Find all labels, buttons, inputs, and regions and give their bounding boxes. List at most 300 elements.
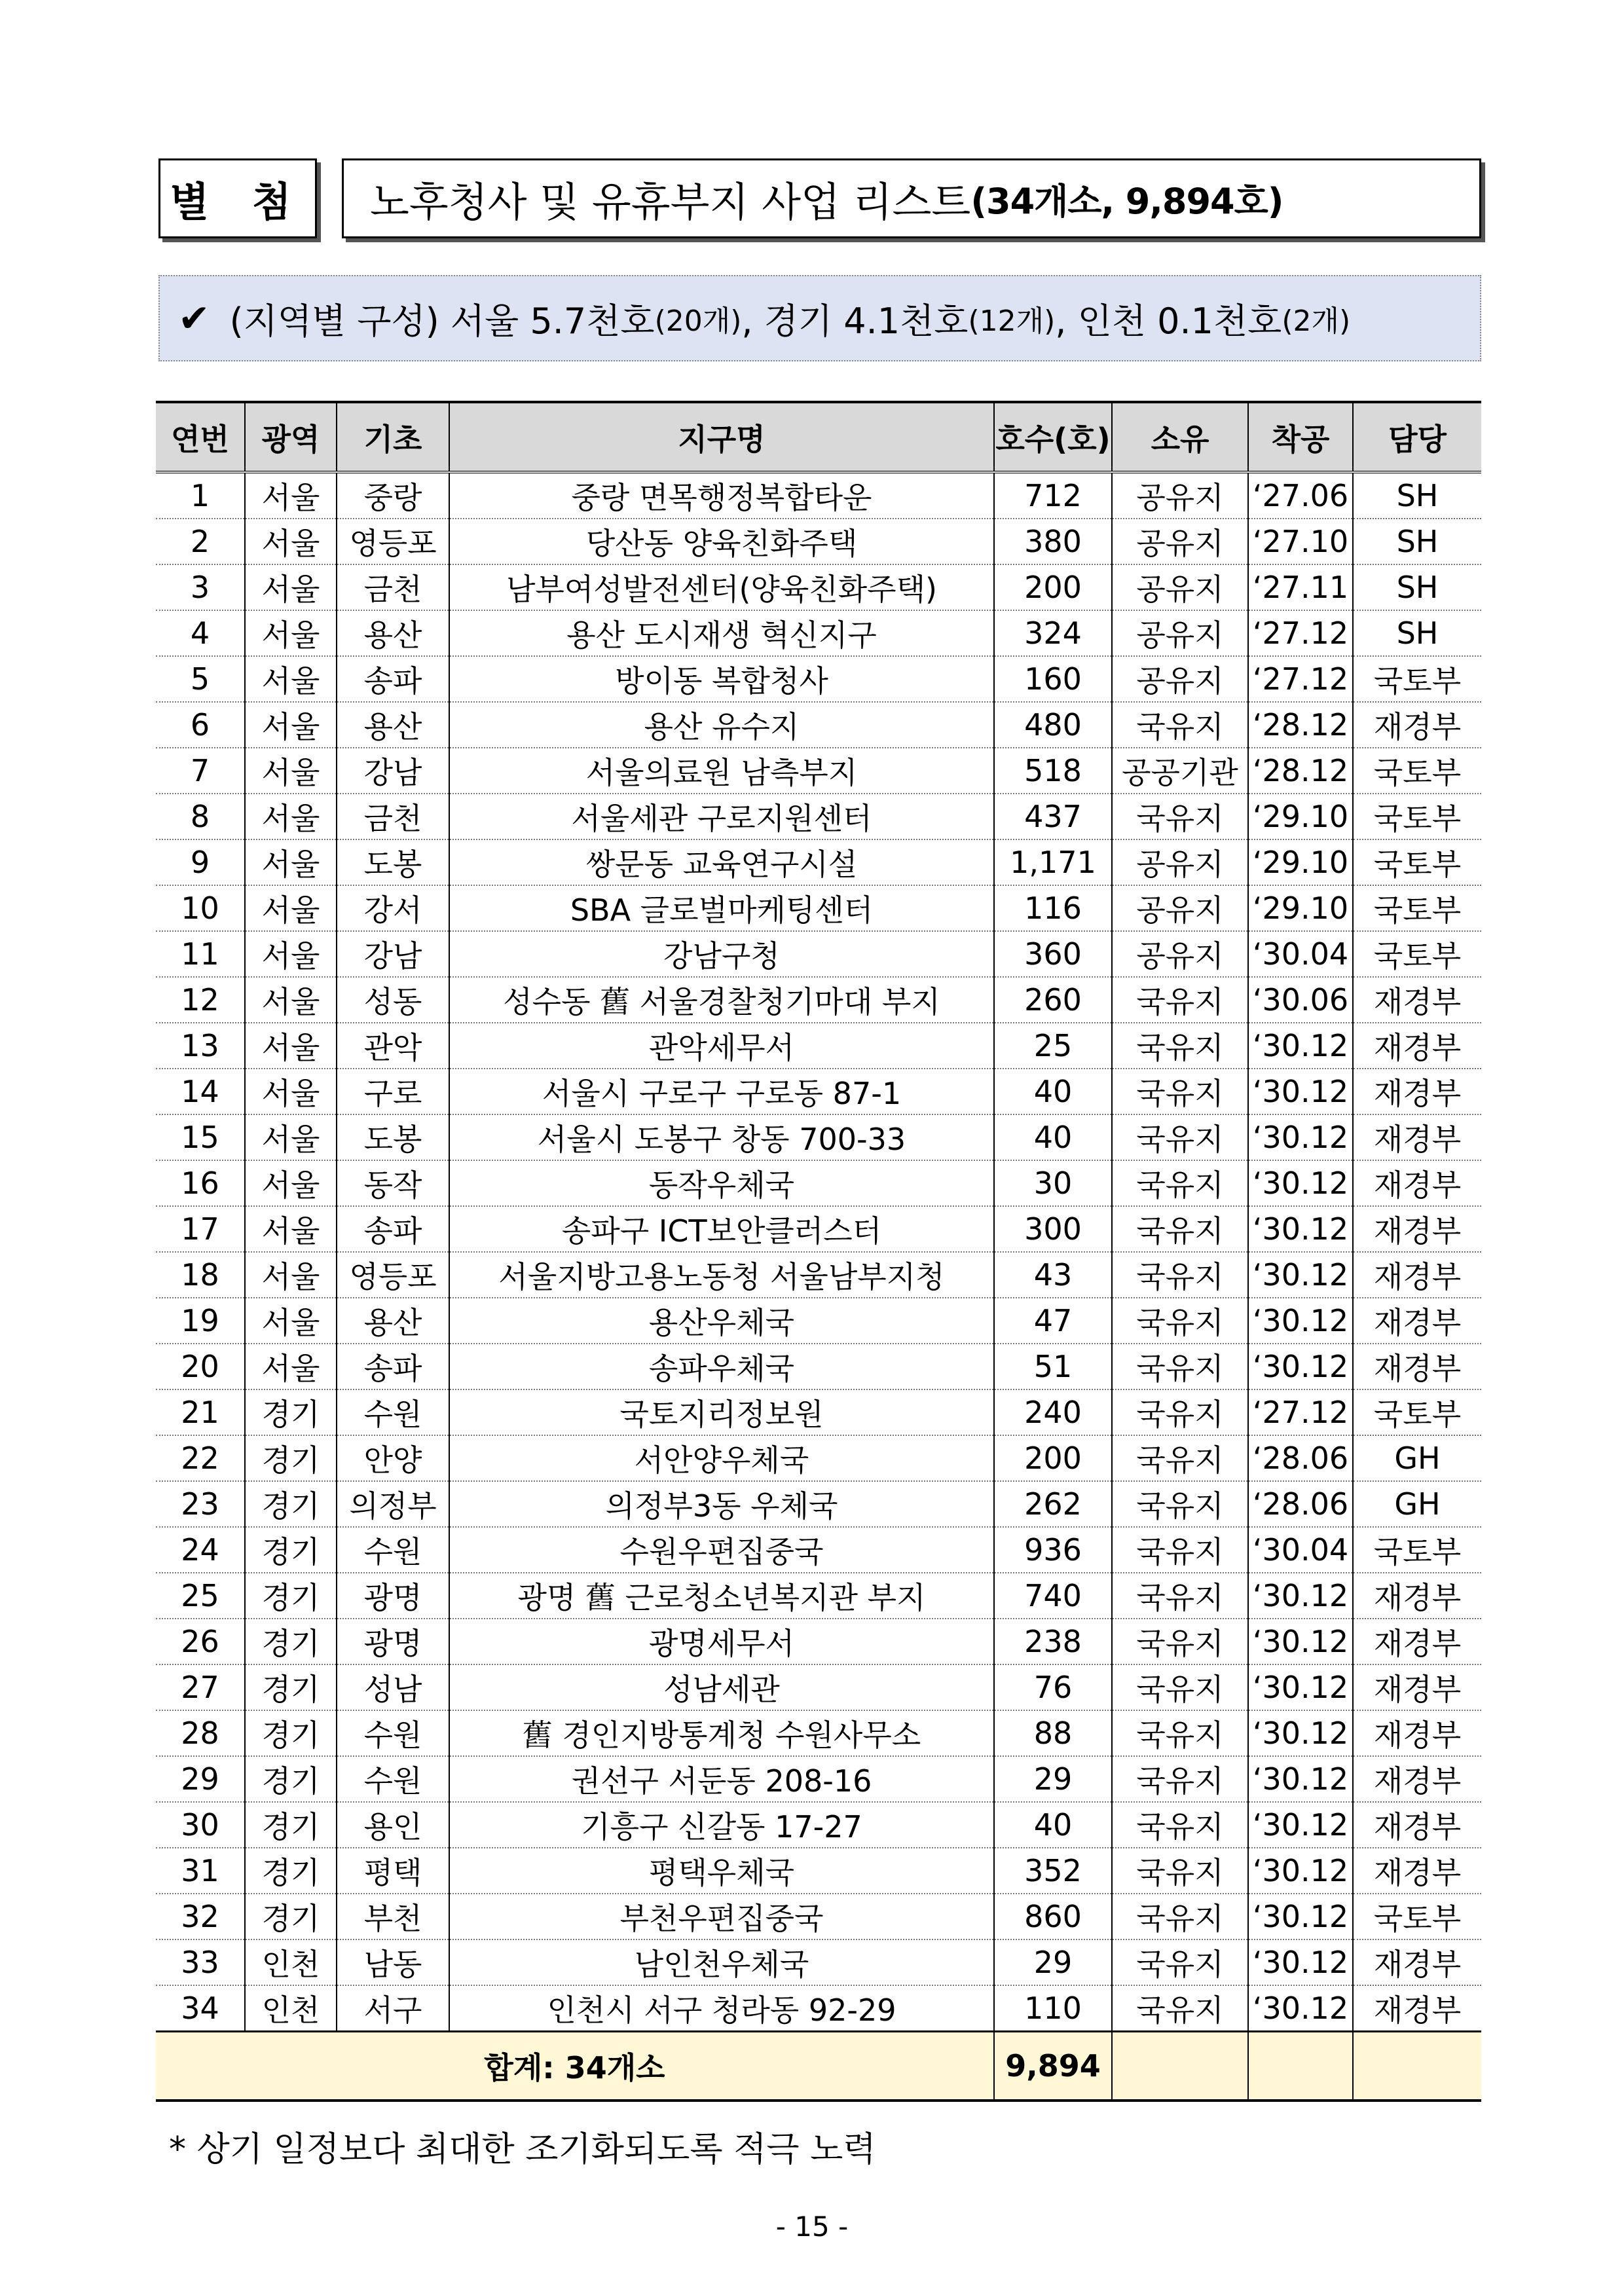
cell-site-name: 강남구청 — [449, 931, 994, 977]
cell-region: 서울 — [245, 1069, 337, 1114]
cell-ownership: 공유지 — [1112, 472, 1248, 519]
cell-start-date: ‘27.12 — [1248, 610, 1353, 656]
cell-site-name: 동작우체국 — [449, 1160, 994, 1206]
cell-site-name: 남인천우체국 — [449, 1939, 994, 1985]
cell-row-number: 7 — [156, 748, 245, 794]
cell-units: 936 — [994, 1527, 1112, 1573]
cell-region: 서울 — [245, 610, 337, 656]
cell-region: 서울 — [245, 1344, 337, 1389]
cell-ownership: 공유지 — [1112, 839, 1248, 885]
cell-district: 성남 — [337, 1664, 449, 1710]
table-row — [156, 1252, 1481, 1298]
cell-ownership: 공공기관 — [1112, 748, 1248, 794]
cell-ownership: 국유지 — [1112, 1344, 1248, 1389]
cell-agency: 재경부 — [1353, 1344, 1481, 1389]
column-header: 호수(호) — [994, 402, 1112, 472]
cell-site-name: 송파우체국 — [449, 1344, 994, 1389]
cell-region: 서울 — [245, 1206, 337, 1252]
cell-region: 경기 — [245, 1710, 337, 1756]
cell-agency: SH — [1353, 564, 1481, 610]
cell-district: 수원 — [337, 1389, 449, 1435]
cell-units: 40 — [994, 1802, 1112, 1848]
cell-district: 중랑 — [337, 472, 449, 519]
cell-site-name: 용산우체국 — [449, 1298, 994, 1344]
cell-agency: 재경부 — [1353, 1252, 1481, 1298]
cell-ownership: 국유지 — [1112, 977, 1248, 1023]
cell-units: 260 — [994, 977, 1112, 1023]
cell-site-name: 광명세무서 — [449, 1619, 994, 1664]
cell-region: 경기 — [245, 1435, 337, 1481]
cell-region: 인천 — [245, 1939, 337, 1985]
cell-agency: 국토부 — [1353, 885, 1481, 931]
cell-units: 238 — [994, 1619, 1112, 1664]
cell-start-date: ‘27.12 — [1248, 656, 1353, 702]
cell-ownership: 국유지 — [1112, 1252, 1248, 1298]
cell-units: 29 — [994, 1939, 1112, 1985]
table-row — [156, 1710, 1481, 1756]
regional-summary — [158, 275, 1481, 361]
cell-site-name: 서울시 도봉구 창동 700-33 — [449, 1114, 994, 1160]
cell-region: 서울 — [245, 931, 337, 977]
cell-row-number: 27 — [156, 1664, 245, 1710]
cell-agency: 재경부 — [1353, 1848, 1481, 1894]
cell-ownership: 국유지 — [1112, 1114, 1248, 1160]
cell-units: 40 — [994, 1114, 1112, 1160]
cell-start-date: ‘30.12 — [1248, 1069, 1353, 1114]
document-title — [342, 158, 1481, 238]
cell-district: 수원 — [337, 1710, 449, 1756]
cell-ownership: 국유지 — [1112, 1069, 1248, 1114]
table-row — [156, 1664, 1481, 1710]
cell-region: 서울 — [245, 794, 337, 839]
cell-agency: 재경부 — [1353, 1985, 1481, 2032]
cell-region: 서울 — [245, 656, 337, 702]
cell-start-date: ‘30.12 — [1248, 1206, 1353, 1252]
cell-start-date: ‘30.12 — [1248, 1848, 1353, 1894]
cell-ownership: 공유지 — [1112, 885, 1248, 931]
cell-ownership: 국유지 — [1112, 1023, 1248, 1069]
cell-ownership: 공유지 — [1112, 564, 1248, 610]
cell-agency: 재경부 — [1353, 1114, 1481, 1160]
cell-region: 서울 — [245, 472, 337, 519]
cell-start-date: ‘30.12 — [1248, 1023, 1353, 1069]
cell-site-name: 서안양우체국 — [449, 1435, 994, 1481]
table-row — [156, 1802, 1481, 1848]
cell-ownership: 국유지 — [1112, 1481, 1248, 1527]
table-row — [156, 564, 1481, 610]
cell-ownership: 공유지 — [1112, 931, 1248, 977]
cell-agency: 재경부 — [1353, 1802, 1481, 1848]
cell-row-number: 15 — [156, 1114, 245, 1160]
cell-region: 서울 — [245, 564, 337, 610]
cell-district: 도봉 — [337, 1114, 449, 1160]
cell-region: 서울 — [245, 839, 337, 885]
cell-start-date: ‘28.12 — [1248, 748, 1353, 794]
cell-start-date: ‘30.12 — [1248, 1985, 1353, 2032]
cell-ownership: 국유지 — [1112, 1389, 1248, 1435]
cell-units: 47 — [994, 1298, 1112, 1344]
cell-site-name: 성수동 舊 서울경찰청기마대 부지 — [449, 977, 994, 1023]
cell-agency: 재경부 — [1353, 1573, 1481, 1619]
cell-row-number: 19 — [156, 1298, 245, 1344]
table-row — [156, 1481, 1481, 1527]
table-row — [156, 1298, 1481, 1344]
cell-agency: 재경부 — [1353, 977, 1481, 1023]
cell-units: 1,171 — [994, 839, 1112, 885]
cell-units: 480 — [994, 702, 1112, 748]
cell-units: 200 — [994, 564, 1112, 610]
footnote: * 상기 일정보다 최대한 조기화되도록 적극 노력 — [169, 2130, 876, 2169]
summary-gyeonggi: , 경기 4.1천호 — [741, 300, 969, 342]
cell-region: 경기 — [245, 1802, 337, 1848]
cell-district: 수원 — [337, 1527, 449, 1573]
cell-start-date: ‘30.12 — [1248, 1664, 1353, 1710]
cell-district: 금천 — [337, 794, 449, 839]
total-label: 합계: 34개소 — [156, 2032, 994, 2101]
cell-units: 200 — [994, 1435, 1112, 1481]
cell-district: 용산 — [337, 1298, 449, 1344]
total-blank-cell — [1248, 2032, 1353, 2101]
cell-ownership: 국유지 — [1112, 1756, 1248, 1802]
cell-units: 29 — [994, 1756, 1112, 1802]
cell-units: 360 — [994, 931, 1112, 977]
table-row — [156, 1114, 1481, 1160]
cell-row-number: 31 — [156, 1848, 245, 1894]
cell-start-date: ‘30.12 — [1248, 1252, 1353, 1298]
cell-region: 서울 — [245, 977, 337, 1023]
cell-row-number: 16 — [156, 1160, 245, 1206]
cell-row-number: 21 — [156, 1389, 245, 1435]
cell-district: 용산 — [337, 610, 449, 656]
cell-region: 서울 — [245, 885, 337, 931]
cell-ownership: 국유지 — [1112, 1894, 1248, 1939]
cell-start-date: ‘28.06 — [1248, 1481, 1353, 1527]
cell-row-number: 6 — [156, 702, 245, 748]
cell-district: 평택 — [337, 1848, 449, 1894]
cell-row-number: 1 — [156, 472, 245, 519]
cell-ownership: 국유지 — [1112, 1527, 1248, 1573]
column-header: 착공 — [1248, 402, 1353, 472]
cell-district: 금천 — [337, 564, 449, 610]
cell-district: 송파 — [337, 1206, 449, 1252]
cell-site-name: 용산 유수지 — [449, 702, 994, 748]
total-value: 9,894 — [994, 2032, 1112, 2101]
cell-district: 성동 — [337, 977, 449, 1023]
cell-start-date: ‘30.12 — [1248, 1802, 1353, 1848]
table-row — [156, 1894, 1481, 1939]
title-main: 노후청사 및 유휴부지 사업 리스트 — [370, 177, 971, 226]
table-row — [156, 1848, 1481, 1894]
cell-site-name: 평택우체국 — [449, 1848, 994, 1894]
annex-label: 별 첨 — [158, 158, 317, 238]
cell-region: 경기 — [245, 1756, 337, 1802]
cell-start-date: ‘30.12 — [1248, 1619, 1353, 1664]
cell-region: 서울 — [245, 702, 337, 748]
cell-start-date: ‘29.10 — [1248, 839, 1353, 885]
cell-agency: SH — [1353, 519, 1481, 564]
cell-region: 경기 — [245, 1481, 337, 1527]
cell-district: 강서 — [337, 885, 449, 931]
cell-site-name: 권선구 서둔동 208-16 — [449, 1756, 994, 1802]
cell-ownership: 국유지 — [1112, 1160, 1248, 1206]
cell-row-number: 20 — [156, 1344, 245, 1389]
cell-row-number: 9 — [156, 839, 245, 885]
cell-site-name: 관악세무서 — [449, 1023, 994, 1069]
cell-region: 서울 — [245, 1252, 337, 1298]
column-header: 담당 — [1353, 402, 1481, 472]
table-row — [156, 1435, 1481, 1481]
cell-row-number: 4 — [156, 610, 245, 656]
table-row — [156, 1756, 1481, 1802]
cell-row-number: 32 — [156, 1894, 245, 1939]
column-header: 소유 — [1112, 402, 1248, 472]
cell-agency: 재경부 — [1353, 1298, 1481, 1344]
cell-row-number: 12 — [156, 977, 245, 1023]
cell-ownership: 국유지 — [1112, 1435, 1248, 1481]
cell-agency: 재경부 — [1353, 702, 1481, 748]
cell-start-date: ‘30.12 — [1248, 1114, 1353, 1160]
cell-agency: 재경부 — [1353, 1619, 1481, 1664]
cell-row-number: 34 — [156, 1985, 245, 2032]
cell-agency: 국토부 — [1353, 931, 1481, 977]
cell-site-name: 국토지리정보원 — [449, 1389, 994, 1435]
cell-district: 송파 — [337, 656, 449, 702]
cell-row-number: 23 — [156, 1481, 245, 1527]
cell-ownership: 공유지 — [1112, 610, 1248, 656]
table-row — [156, 977, 1481, 1023]
column-header: 광역 — [245, 402, 337, 472]
title-subtitle: (34개소, 9,894호) — [970, 180, 1283, 222]
cell-units: 25 — [994, 1023, 1112, 1069]
table-row — [156, 1985, 1481, 2032]
cell-units: 262 — [994, 1481, 1112, 1527]
cell-site-name: SBA 글로벌마케팅센터 — [449, 885, 994, 931]
cell-agency: 재경부 — [1353, 1664, 1481, 1710]
cell-units: 110 — [994, 1985, 1112, 2032]
cell-site-name: 쌍문동 교육연구시설 — [449, 839, 994, 885]
cell-site-name: 성남세관 — [449, 1664, 994, 1710]
cell-start-date: ‘28.06 — [1248, 1435, 1353, 1481]
cell-district: 관악 — [337, 1023, 449, 1069]
table-row — [156, 1160, 1481, 1206]
cell-region: 경기 — [245, 1894, 337, 1939]
cell-district: 영등포 — [337, 1252, 449, 1298]
cell-region: 서울 — [245, 1298, 337, 1344]
cell-units: 437 — [994, 794, 1112, 839]
cell-units: 712 — [994, 472, 1112, 519]
cell-region: 서울 — [245, 519, 337, 564]
cell-site-name: 부천우편집중국 — [449, 1894, 994, 1939]
cell-ownership: 국유지 — [1112, 1298, 1248, 1344]
cell-row-number: 18 — [156, 1252, 245, 1298]
cell-units: 40 — [994, 1069, 1112, 1114]
cell-ownership: 국유지 — [1112, 1206, 1248, 1252]
table-row — [156, 839, 1481, 885]
column-header: 기초 — [337, 402, 449, 472]
cell-units: 324 — [994, 610, 1112, 656]
cell-site-name: 수원우편집중국 — [449, 1527, 994, 1573]
table-row — [156, 472, 1481, 519]
cell-agency: 국토부 — [1353, 748, 1481, 794]
project-list-table — [156, 401, 1481, 2102]
cell-row-number: 33 — [156, 1939, 245, 1985]
cell-site-name: 중랑 면목행정복합타운 — [449, 472, 994, 519]
cell-start-date: ‘30.04 — [1248, 931, 1353, 977]
table-row — [156, 1206, 1481, 1252]
summary-incheon-count: (2개) — [1282, 304, 1351, 338]
table-row — [156, 1069, 1481, 1114]
cell-row-number: 14 — [156, 1069, 245, 1114]
summary-incheon: , 인천 0.1천호 — [1055, 300, 1282, 342]
cell-district: 강남 — [337, 931, 449, 977]
table-row — [156, 1939, 1481, 1985]
total-blank-cell — [1112, 2032, 1248, 2101]
cell-region: 경기 — [245, 1664, 337, 1710]
table-row — [156, 1527, 1481, 1573]
cell-district: 구로 — [337, 1069, 449, 1114]
cell-site-name: 의정부3동 우체국 — [449, 1481, 994, 1527]
table-row — [156, 931, 1481, 977]
cell-units: 380 — [994, 519, 1112, 564]
cell-units: 51 — [994, 1344, 1112, 1389]
cell-district: 광명 — [337, 1573, 449, 1619]
cell-ownership: 국유지 — [1112, 1573, 1248, 1619]
cell-site-name: 舊 경인지방통계청 수원사무소 — [449, 1710, 994, 1756]
table-row — [156, 1344, 1481, 1389]
cell-district: 의정부 — [337, 1481, 449, 1527]
cell-row-number: 3 — [156, 564, 245, 610]
cell-district: 수원 — [337, 1756, 449, 1802]
table-row — [156, 885, 1481, 931]
cell-row-number: 11 — [156, 931, 245, 977]
cell-start-date: ‘30.04 — [1248, 1527, 1353, 1573]
cell-row-number: 29 — [156, 1756, 245, 1802]
cell-agency: 국토부 — [1353, 839, 1481, 885]
table-header-row — [156, 402, 1481, 472]
cell-district: 강남 — [337, 748, 449, 794]
cell-region: 경기 — [245, 1573, 337, 1619]
cell-row-number: 10 — [156, 885, 245, 931]
cell-start-date: ‘30.12 — [1248, 1756, 1353, 1802]
cell-agency: 재경부 — [1353, 1756, 1481, 1802]
cell-agency: 재경부 — [1353, 1160, 1481, 1206]
cell-units: 116 — [994, 885, 1112, 931]
cell-start-date: ‘30.12 — [1248, 1160, 1353, 1206]
cell-region: 서울 — [245, 748, 337, 794]
cell-units: 160 — [994, 656, 1112, 702]
cell-units: 240 — [994, 1389, 1112, 1435]
cell-ownership: 국유지 — [1112, 1939, 1248, 1985]
cell-start-date: ‘29.10 — [1248, 794, 1353, 839]
total-blank-cell — [1353, 2032, 1481, 2101]
cell-agency: GH — [1353, 1481, 1481, 1527]
cell-agency: 재경부 — [1353, 1069, 1481, 1114]
cell-row-number: 13 — [156, 1023, 245, 1069]
cell-site-name: 광명 舊 근로청소년복지관 부지 — [449, 1573, 994, 1619]
cell-agency: 재경부 — [1353, 1939, 1481, 1985]
summary-seoul-count: (20개) — [654, 304, 742, 338]
check-icon: ✔ — [178, 296, 210, 340]
cell-site-name: 당산동 양육친화주택 — [449, 519, 994, 564]
cell-ownership: 국유지 — [1112, 702, 1248, 748]
page-number: - 15 - — [775, 2211, 849, 2243]
cell-units: 518 — [994, 748, 1112, 794]
column-header: 연번 — [156, 402, 245, 472]
table-row — [156, 1619, 1481, 1664]
table-row — [156, 1389, 1481, 1435]
cell-ownership: 국유지 — [1112, 1802, 1248, 1848]
cell-district: 동작 — [337, 1160, 449, 1206]
cell-district: 용인 — [337, 1802, 449, 1848]
cell-region: 경기 — [245, 1848, 337, 1894]
cell-agency: 재경부 — [1353, 1023, 1481, 1069]
cell-site-name: 남부여성발전센터(양육친화주택) — [449, 564, 994, 610]
cell-site-name: 인천시 서구 청라동 92-29 — [449, 1985, 994, 2032]
column-header: 지구명 — [449, 402, 994, 472]
cell-row-number: 28 — [156, 1710, 245, 1756]
cell-district: 도봉 — [337, 839, 449, 885]
cell-region: 경기 — [245, 1527, 337, 1573]
cell-site-name: 기흥구 신갈동 17-27 — [449, 1802, 994, 1848]
summary-gyeonggi-count: (12개) — [968, 304, 1056, 338]
table-row — [156, 748, 1481, 794]
cell-units: 740 — [994, 1573, 1112, 1619]
cell-district: 안양 — [337, 1435, 449, 1481]
cell-row-number: 8 — [156, 794, 245, 839]
cell-units: 300 — [994, 1206, 1112, 1252]
cell-ownership: 국유지 — [1112, 1848, 1248, 1894]
cell-start-date: ‘30.12 — [1248, 1344, 1353, 1389]
cell-ownership: 국유지 — [1112, 1619, 1248, 1664]
table-row — [156, 519, 1481, 564]
cell-agency: 국토부 — [1353, 1894, 1481, 1939]
table-row — [156, 1023, 1481, 1069]
cell-agency: 국토부 — [1353, 1389, 1481, 1435]
cell-ownership: 국유지 — [1112, 1664, 1248, 1710]
cell-units: 43 — [994, 1252, 1112, 1298]
cell-start-date: ‘29.10 — [1248, 885, 1353, 931]
cell-start-date: ‘30.12 — [1248, 1710, 1353, 1756]
cell-site-name: 서울의료원 남측부지 — [449, 748, 994, 794]
cell-row-number: 2 — [156, 519, 245, 564]
cell-region: 경기 — [245, 1389, 337, 1435]
cell-ownership: 공유지 — [1112, 519, 1248, 564]
cell-region: 경기 — [245, 1619, 337, 1664]
cell-district: 영등포 — [337, 519, 449, 564]
cell-agency: SH — [1353, 610, 1481, 656]
cell-units: 30 — [994, 1160, 1112, 1206]
cell-row-number: 30 — [156, 1802, 245, 1848]
cell-start-date: ‘30.06 — [1248, 977, 1353, 1023]
cell-district: 부천 — [337, 1894, 449, 1939]
summary-seoul: (지역별 구성) 서울 5.7천호 — [229, 300, 655, 342]
cell-agency: 국토부 — [1353, 656, 1481, 702]
cell-start-date: ‘27.12 — [1248, 1389, 1353, 1435]
cell-ownership: 국유지 — [1112, 1710, 1248, 1756]
table-row — [156, 702, 1481, 748]
cell-start-date: ‘27.11 — [1248, 564, 1353, 610]
cell-site-name: 방이동 복합청사 — [449, 656, 994, 702]
cell-agency: 국토부 — [1353, 1527, 1481, 1573]
cell-row-number: 5 — [156, 656, 245, 702]
cell-units: 860 — [994, 1894, 1112, 1939]
cell-site-name: 서울시 구로구 구로동 87-1 — [449, 1069, 994, 1114]
cell-start-date: ‘30.12 — [1248, 1298, 1353, 1344]
cell-region: 인천 — [245, 1985, 337, 2032]
cell-district: 광명 — [337, 1619, 449, 1664]
cell-district: 용산 — [337, 702, 449, 748]
table-row — [156, 794, 1481, 839]
